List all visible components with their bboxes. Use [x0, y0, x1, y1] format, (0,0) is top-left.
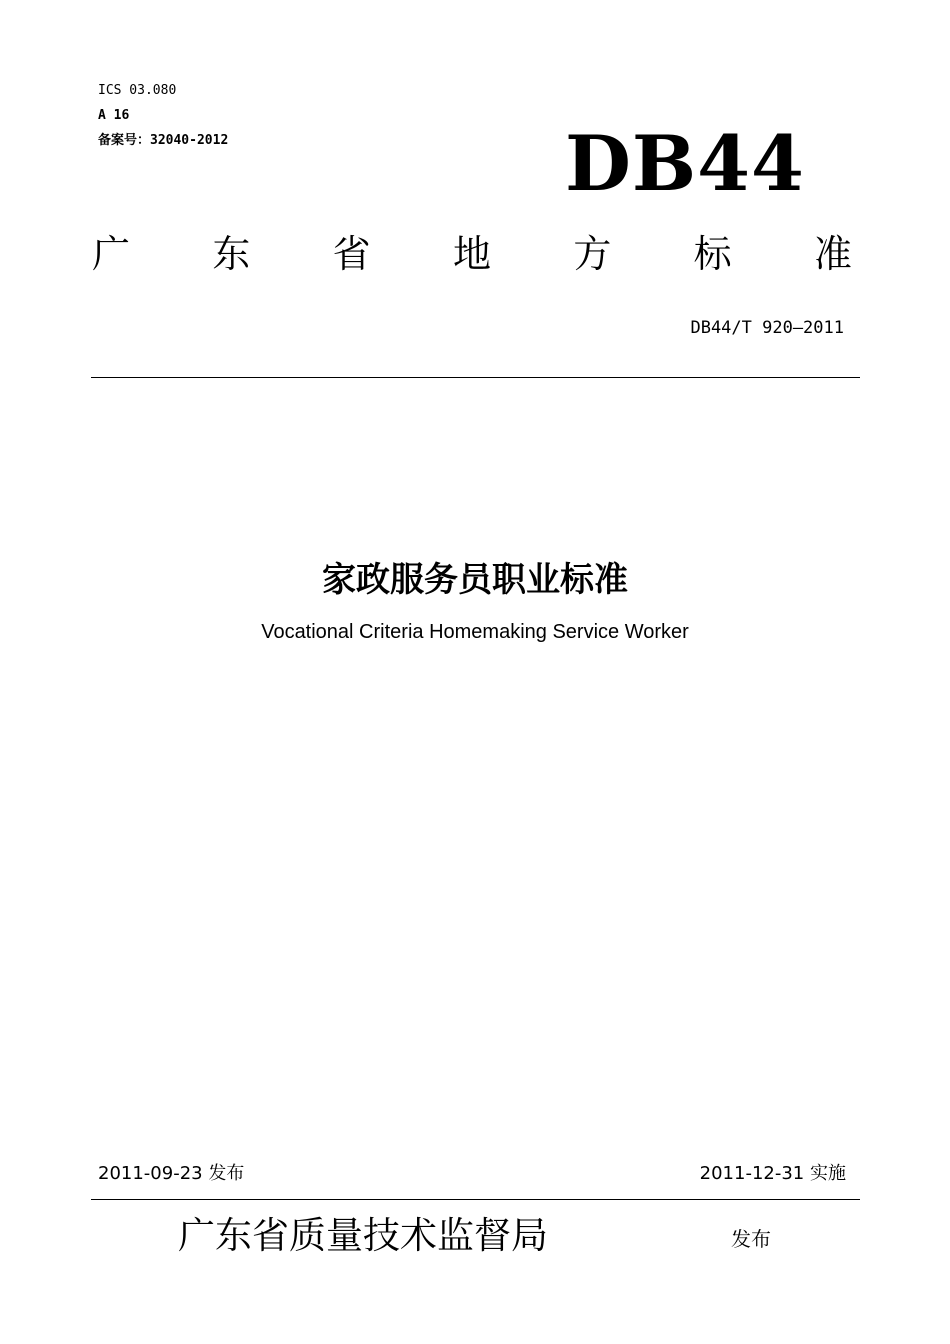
standard-type-char: 方 — [573, 232, 612, 276]
top-divider — [91, 377, 860, 378]
db44-logo: DB44 — [565, 119, 805, 208]
issue-date: 2011-09-23 发布 — [98, 1163, 245, 1184]
classification-code: A 16 — [98, 108, 130, 123]
bottom-divider — [91, 1199, 860, 1200]
standard-type-char: 广 — [92, 232, 131, 276]
ics-code: ICS 03.080 — [98, 83, 177, 98]
standard-type-char: 地 — [452, 232, 491, 276]
standard-type-char: 东 — [212, 232, 251, 276]
implementation-date: 2011-12-31 实施 — [699, 1163, 846, 1184]
standard-type-char: 标 — [693, 232, 732, 276]
issue-label: 发布 — [731, 1227, 771, 1251]
standard-number: DB44/T 920—2011 — [690, 318, 844, 338]
record-number: 备案号：32040-2012 — [98, 133, 229, 148]
standard-type-heading — [92, 228, 852, 280]
document-title-english: Vocational Criteria Homemaking Service Worker — [261, 621, 689, 643]
issuing-authority: 广东省质量技术监督局 — [178, 1214, 548, 1257]
standard-type-char: 准 — [813, 232, 852, 276]
standard-type-char: 省 — [332, 232, 371, 276]
document-title-chinese: 家政服务员职业标准 — [322, 560, 628, 600]
